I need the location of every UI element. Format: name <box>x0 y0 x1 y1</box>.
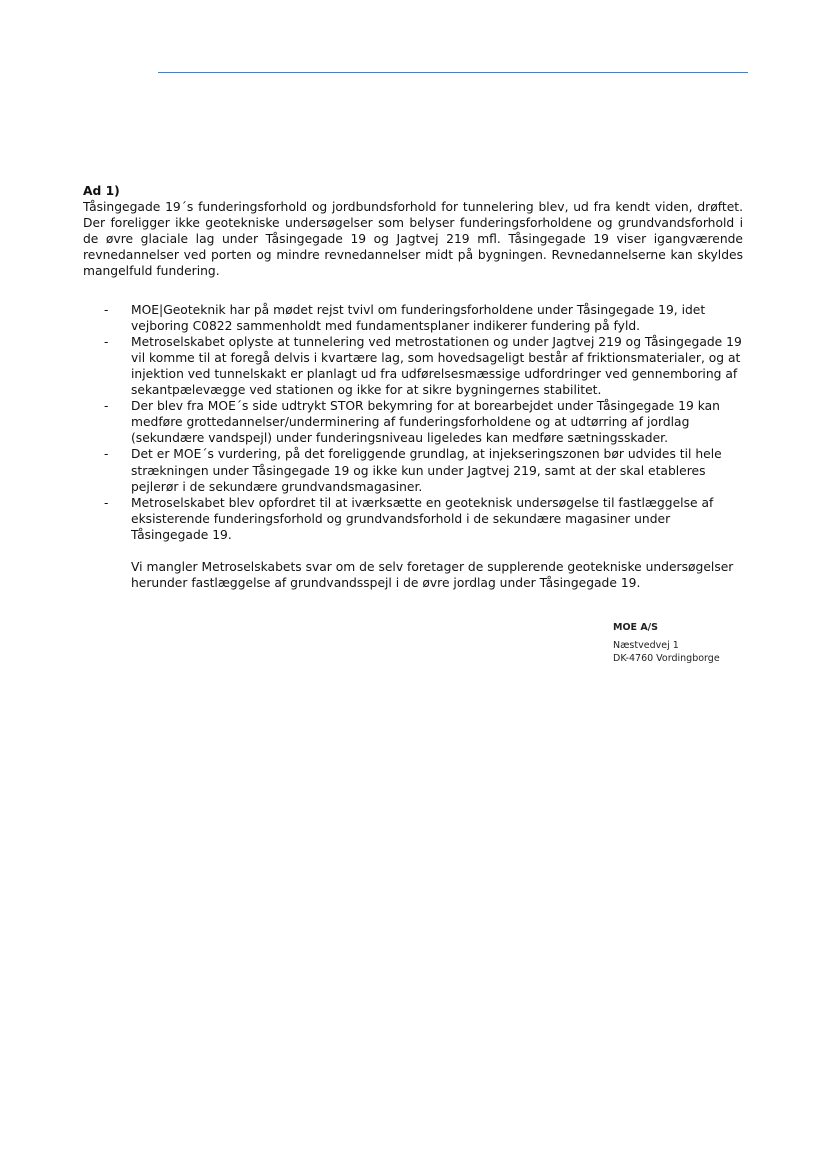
list-item <box>83 302 743 334</box>
list-item-text: Metroselskabet oplyste at tunnelering ved metrostationen og under Jagtvej 219 og Tåsingegade 19 vil komme til at foregå delvis i kvartære lag, som hovedsageligt består af friktionsmaterialer, og at injektion ved tunnelskakt er planlagt ud fra udførelsesmæssige udfordringer ved gennemboring af sekantpælevægge ved stationen og ikke for at sikre bygningernes stabilitet. <box>131 334 742 398</box>
list-item-text: MOE|Geoteknik har på mødet rejst tvivl om funderingsforholdene under Tåsingegade 19, idet vejboring C0822 sammenholdt med fundamentsplaner indikerer fundering på fyld. <box>131 302 706 333</box>
section-heading: Ad 1) <box>83 184 120 198</box>
bullet-dash: - <box>104 302 109 317</box>
list-item <box>83 446 743 494</box>
header-rule <box>158 72 748 73</box>
list-item <box>83 334 743 398</box>
list-item <box>83 495 743 543</box>
bullet-dash: - <box>104 334 109 349</box>
bullet-dash: - <box>104 447 109 462</box>
signature-company: MOE A/S <box>613 622 658 633</box>
list-item-text: Det er MOE´s vurdering, på det foreliggende grundlag, at injekseringszonen bør udvides til hele strækningen under Tåsingegade 19 og ikke kun under Jagtvej 219, samt at der skal etableres pejlerør i de sekundære grundvandsmagasiner. <box>131 447 722 494</box>
list-item-text: Metroselskabet blev opfordret til at iværksætte en geoteknisk undersøgelse til fastlæggelse af eksisterende funderingsforhold og grundvandsforhold i de sekundære magasiner under Tåsingegade 19. <box>131 495 714 542</box>
bullet-dash: - <box>104 399 109 414</box>
list-item-text: Der blev fra MOE´s side udtrykt STOR bekymring for at borearbejdet under Tåsingegade 19 kan medføre grottedannelser/underminering af funderingsforholdene og at udtørring af jordlag (sekundære vandspejl) under funderingsniveau ligeledes kan medføre sætningsskader. <box>131 399 720 446</box>
signature-street: Næstvedvej 1 <box>613 639 679 651</box>
intro-paragraph: Tåsingegade 19´s funderingsforhold og jordbundsforhold for tunnelering blev, ud fra kendt viden, drøftet. Der foreligger ikke geotekniske undersøgelser som belyser funderingsforholdene og grundvandsforhold i de øvre glaciale lag under Tåsingegade 19 og Jagtvej 219 mfl. Tåsingegade 19 viser igangværende revnedannelser ved porten og mindre revnedannelser midt på bygningen. Revnedannelserne kan skyldes mangelfuld fundering. <box>83 200 743 279</box>
points-list <box>83 302 743 543</box>
document-body <box>83 183 743 591</box>
closing-paragraph: Vi mangler Metroselskabets svar om de selv foretager de supplerende geotekniske undersøgelser herunder fastlæggelse af grundvandsspejl i de øvre jordlag under Tåsingegade 19. <box>131 559 734 591</box>
bullet-dash: - <box>104 495 109 510</box>
signature-block <box>613 621 753 668</box>
list-item <box>83 398 743 446</box>
signature-city: DK-4760 Vordingborge <box>613 653 720 665</box>
